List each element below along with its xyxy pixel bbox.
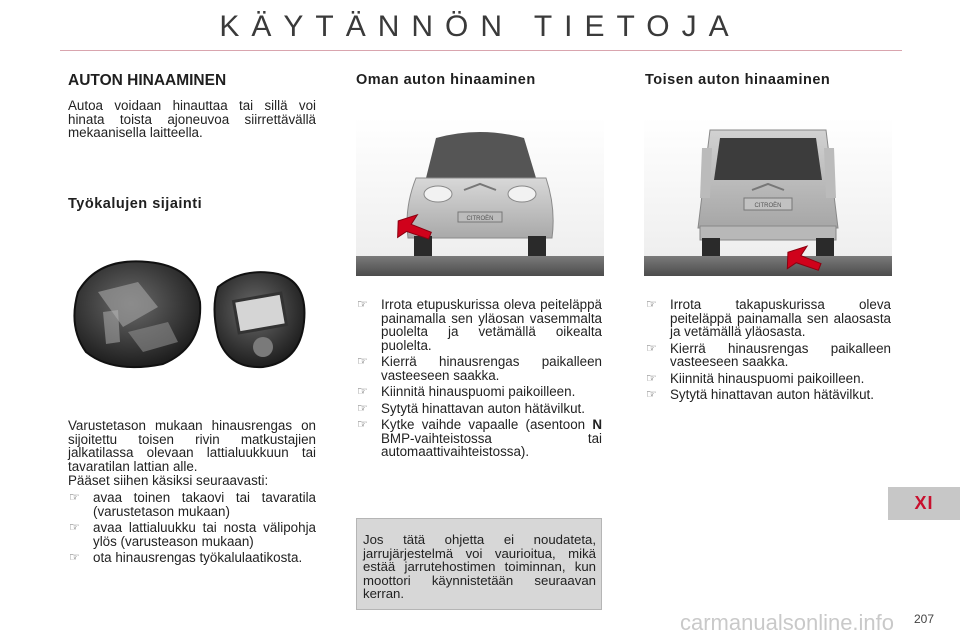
tools-location-heading: Työkalujen sijainti	[68, 196, 203, 212]
chapter-number: XI	[914, 493, 934, 513]
pointing-hand-icon: ☞	[646, 387, 657, 401]
plate-logo: CITROËN	[754, 203, 782, 209]
front-of-car-image	[356, 118, 604, 276]
pointing-hand-icon: ☞	[69, 550, 80, 564]
pointing-hand-icon: ☞	[646, 340, 657, 355]
list-item: ☞ ota hinausrengas työkalulaatikosta.	[69, 550, 303, 565]
pointing-hand-icon: ☞	[69, 490, 80, 504]
location-paragraph: Varustetason mukaan hinausrengas on sijoitettu toisen rivin matkustajien jalkatilassa olevaan lattialuukkuun tai tavaratilan lattian alle.	[68, 418, 316, 474]
warning-note	[356, 518, 602, 610]
other-car-steps-list	[645, 298, 891, 405]
pointing-hand-icon: ☞	[357, 400, 368, 415]
gear-position-label: N	[592, 417, 602, 432]
access-intro: Pääset siihen käsiksi seuraavasti:	[68, 473, 269, 488]
list-item: ☞ Irrota etupuskurissa oleva peiteläppä painamalla sen yläosan vasemmalta puolelta ja vetämällä oikealta puolelta.	[357, 297, 602, 353]
list-item: ☞ Sytytä hinattavan auton hätävilkut.	[357, 400, 585, 416]
list-item: ☞ avaa toinen takaovi tai tavaratila (varustetason mukaan)	[69, 490, 316, 519]
pointing-hand-icon: ☞	[646, 370, 657, 385]
title-divider	[60, 50, 902, 51]
list-item: ☞ Kytke vaihde vapaalle (asentoon N BMP-vaihteistossa tai automaattivaihteistossa).	[357, 417, 602, 459]
watermark: carmanualsonline.info	[680, 610, 895, 635]
list-item: ☞ Kiinnitä hinauspuomi paikoilleen.	[646, 370, 865, 386]
pointing-hand-icon: ☞	[357, 354, 368, 368]
own-car-steps-list	[356, 298, 602, 462]
access-steps-list	[68, 491, 316, 568]
list-item: ☞ avaa lattialuukku tai nosta välipohja ylös (varusteason mukaan)	[69, 520, 316, 549]
other-car-towing-heading: Toisen auton hinaaminen	[645, 72, 831, 88]
pointing-hand-icon: ☞	[646, 297, 657, 311]
list-item: ☞ Irrota takapuskurissa oleva peiteläppä painamalla sen alaosasta ja vetämällä yläosasta.	[646, 297, 891, 339]
chapter-tab	[888, 487, 960, 520]
tool-trays-image	[68, 252, 318, 377]
rear-of-car-image	[644, 118, 892, 276]
list-item: ☞ Kierrä hinausrengas paikalleen vasteeseen saakka.	[646, 340, 891, 369]
section-heading-towing: AUTON HINAAMINEN	[68, 72, 227, 89]
plate-logo: CITROËN	[466, 216, 494, 222]
warning-note-text: Jos tätä ohjetta ei noudateta, jarrujärjestelmä voi vaurioitua, mikä estää jarrutehostimen toiminnan, kun moottori käynnistetään seuraavan kerran.	[363, 532, 596, 601]
pointing-hand-icon: ☞	[357, 297, 368, 311]
pointing-hand-icon: ☞	[69, 520, 80, 534]
list-item: ☞ Sytytä hinattavan auton hätävilkut.	[646, 387, 874, 402]
pointing-hand-icon: ☞	[357, 384, 368, 398]
pointing-hand-icon: ☞	[357, 417, 368, 431]
list-item: ☞ Kierrä hinausrengas paikalleen vasteeseen saakka.	[357, 354, 602, 383]
page-number: 207	[914, 612, 935, 626]
page-title: KÄYTÄNNÖN TIETOJA	[219, 10, 741, 43]
own-car-towing-heading: Oman auton hinaaminen	[356, 72, 536, 88]
intro-paragraph: Autoa voidaan hinauttaa tai sillä voi hinata toista ajoneuvoa siirrettävällä mekaanisella laitteella.	[68, 98, 316, 140]
list-item: ☞ Kiinnitä hinauspuomi paikoilleen.	[357, 384, 576, 399]
